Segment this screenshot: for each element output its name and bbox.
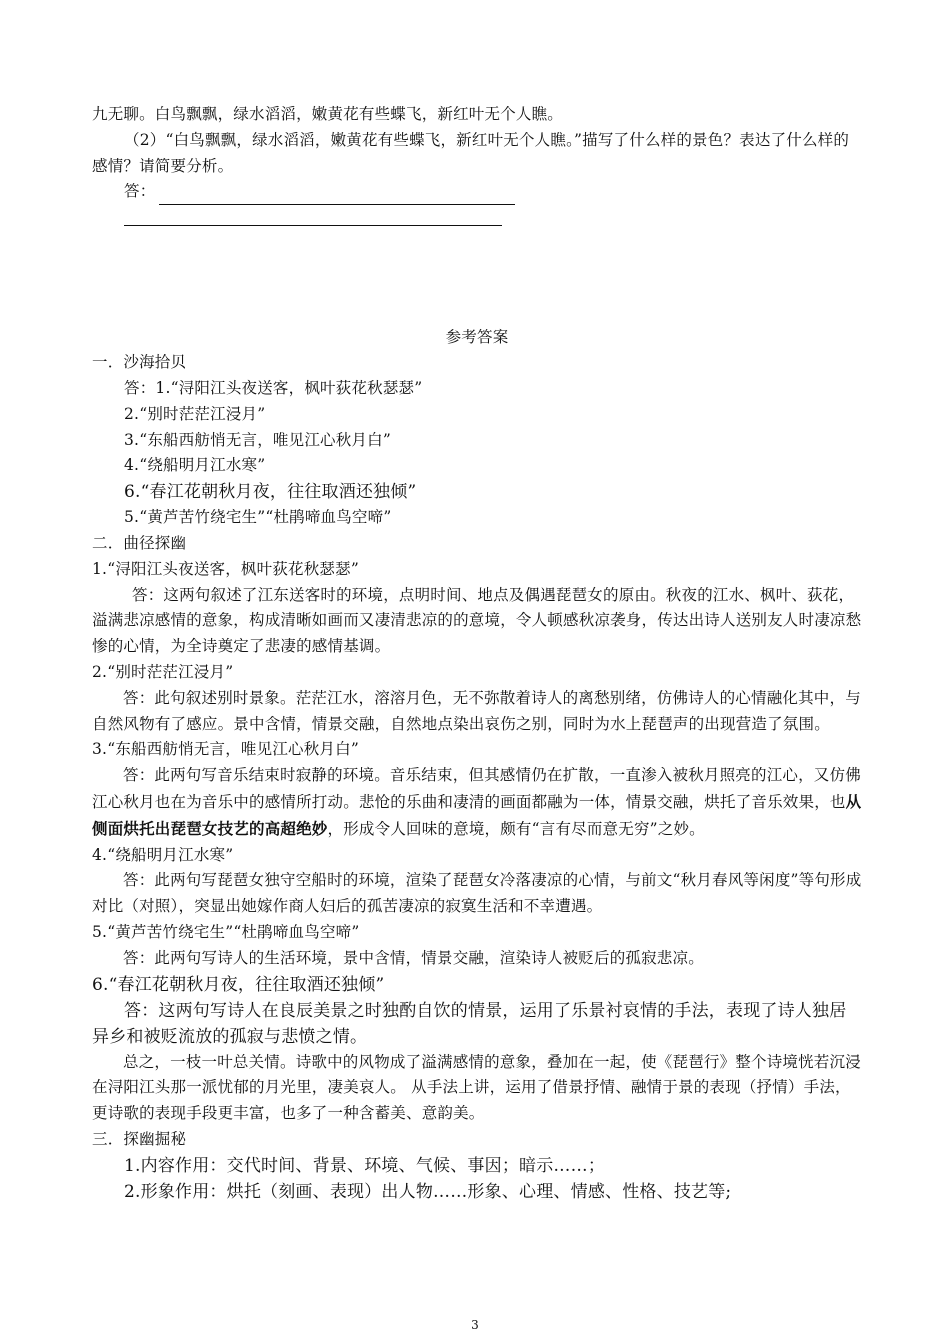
section-2-question-5: 5.“黄芦苦竹绕宅生”“杜鹃啼血鸟空啼” (92, 922, 360, 941)
reference-answers-title: 参考答案 (445, 328, 509, 347)
answer-3-text: 答：此两句写音乐结束时寂静的环境。音乐结束，但其感情仍在扩散，一直渗入被秋月照亮的江心，又仿佛江心秋月也在为音乐中的感情所打动。悲怆的乐曲和凄清的画面都融为一体，情景交融，烘托了音乐效果，也 (92, 766, 861, 811)
section-1-heading: 一．沙海拾贝 (92, 353, 187, 372)
section-2-answer-2: 答：此句叙述别时景象。茫茫江水，溶溶月色，无不弥散着诗人的离愁别绪，仿佛诗人的心情融化其中，与自然风物有了感应。景中含情，情景交融，自然地点染出哀伤之别，同时为水上琵琶声的出现营造了氛围。 (92, 688, 861, 733)
section-2-heading: 二．曲径探幽 (92, 533, 187, 552)
answer-label: 答： (124, 182, 156, 201)
question-2: （2）“白鸟飘飘，绿水滔滔，嫩黄花有些蝶飞，新红叶无个人瞧。”描写了什么样的景色？表达了什么样的感情？请简要分析。 (92, 130, 850, 175)
section-2-question-2: 2.“别时茫茫江浸月” (92, 662, 234, 681)
answer-3-text-end: ，形成令人回味的意境，颇有“言有尽而意无穷”之妙。 (327, 819, 705, 838)
answer-blank-line-1[interactable] (159, 186, 515, 205)
section-2-question-4: 4.“绕船明月江水寒” (92, 845, 234, 864)
section-2-summary: 总之，一枝一叶总关情。诗歌中的风物成了溢满感情的意象，叠加在一起，使《琵琶行》整个诗境恍若沉浸在浔阳江头那一派忧郁的月光里，凄美哀人。 从手法上讲，运用了借景抒情、融情于景的表现（抒情）手法，更诗歌的表现手段更丰富，也多了一种含蓄美、意韵美。 (92, 1052, 861, 1123)
section-2-question-6: 6.“春江花朝秋月夜，往往取酒还独倾” (92, 974, 385, 995)
section-2-question-1: 1.“浔阳江头夜送客，枫叶荻花秋瑟瑟” (92, 559, 359, 578)
question-text-tail: 九无聊。白鸟飘飘，绿水滔滔，嫩黄花有些蝶飞，新红叶无个人瞧。 (92, 105, 564, 123)
section-2-question-3: 3.“东船西舫悄无言，唯见江心秋月白” (92, 740, 359, 759)
section-2-answer-4: 答：此两句写琵琶女独守空船时的环境，渲染了琵琶女冷落凄凉的心情，与前文“秋月春风等闲度”等句形成对比（对照），突显出她嫁作商人妇后的孤苦凄凉的寂寞生活和不幸遭遇。 (92, 871, 862, 916)
section-1-item: 2.“别时茫茫江浸月” (124, 404, 266, 423)
section-3-item-1: 1.内容作用：交代时间、背景、环境、气候、事因；暗示……； (124, 1155, 606, 1176)
page-number: 3 (471, 1318, 479, 1332)
section-2-answer-6: 答：这两句写诗人在良辰美景之时独酌自饮的情景，运用了乐景衬哀情的手法，表现了诗人独居异乡和被贬流放的孤寂与悲愤之情。 (92, 1000, 847, 1047)
section-1-item: 6.“春江花朝秋月夜，往往取酒还独倾” (124, 482, 417, 503)
section-2-answer-5: 答：此两句写诗人的生活环境，景中含情，情景交融，渲染诗人被贬后的孤寂悲凉。 (123, 948, 704, 967)
answer-blank-line-2[interactable] (124, 207, 502, 226)
answer-row (92, 179, 862, 205)
answer-3-emphasis: 从侧面烘托出琵琶女技艺的高超绝妙 (92, 791, 862, 838)
section-1-item: 4.“绕船明月江水寒” (124, 456, 266, 475)
section-1-item: 5.“黄芦苦竹绕宅生”“杜鹃啼血鸟空啼” (124, 508, 392, 527)
section-2-answer-1: 答：这两句叙述了江东送客时的环境，点明时间、地点及偶遇琵琶女的原由。秋夜的江水、枫叶、荻花，溢满悲凉感情的意象，构成清晰如画而又凄清悲凉的的意境，令人顿感秋凉袭身，传达出诗人送别友人时凄凉愁惨的心情，为全诗奠定了悲凄的感情基调。 (92, 585, 862, 656)
section-3-heading: 三．探幽掘秘 (92, 1129, 187, 1148)
document-page (92, 102, 862, 1205)
section-1-item: 答：1.“浔阳江头夜送客，枫叶荻花秋瑟瑟” (124, 378, 423, 397)
section-3-item-2: 2.形象作用：烘托（刻画、表现）出人物……形象、心理、情感、性格、技艺等; (124, 1181, 732, 1202)
section-2-answer-3 (92, 763, 862, 842)
section-1-item: 3.“东船西舫悄无言，唯见江心秋月白” (124, 430, 391, 449)
